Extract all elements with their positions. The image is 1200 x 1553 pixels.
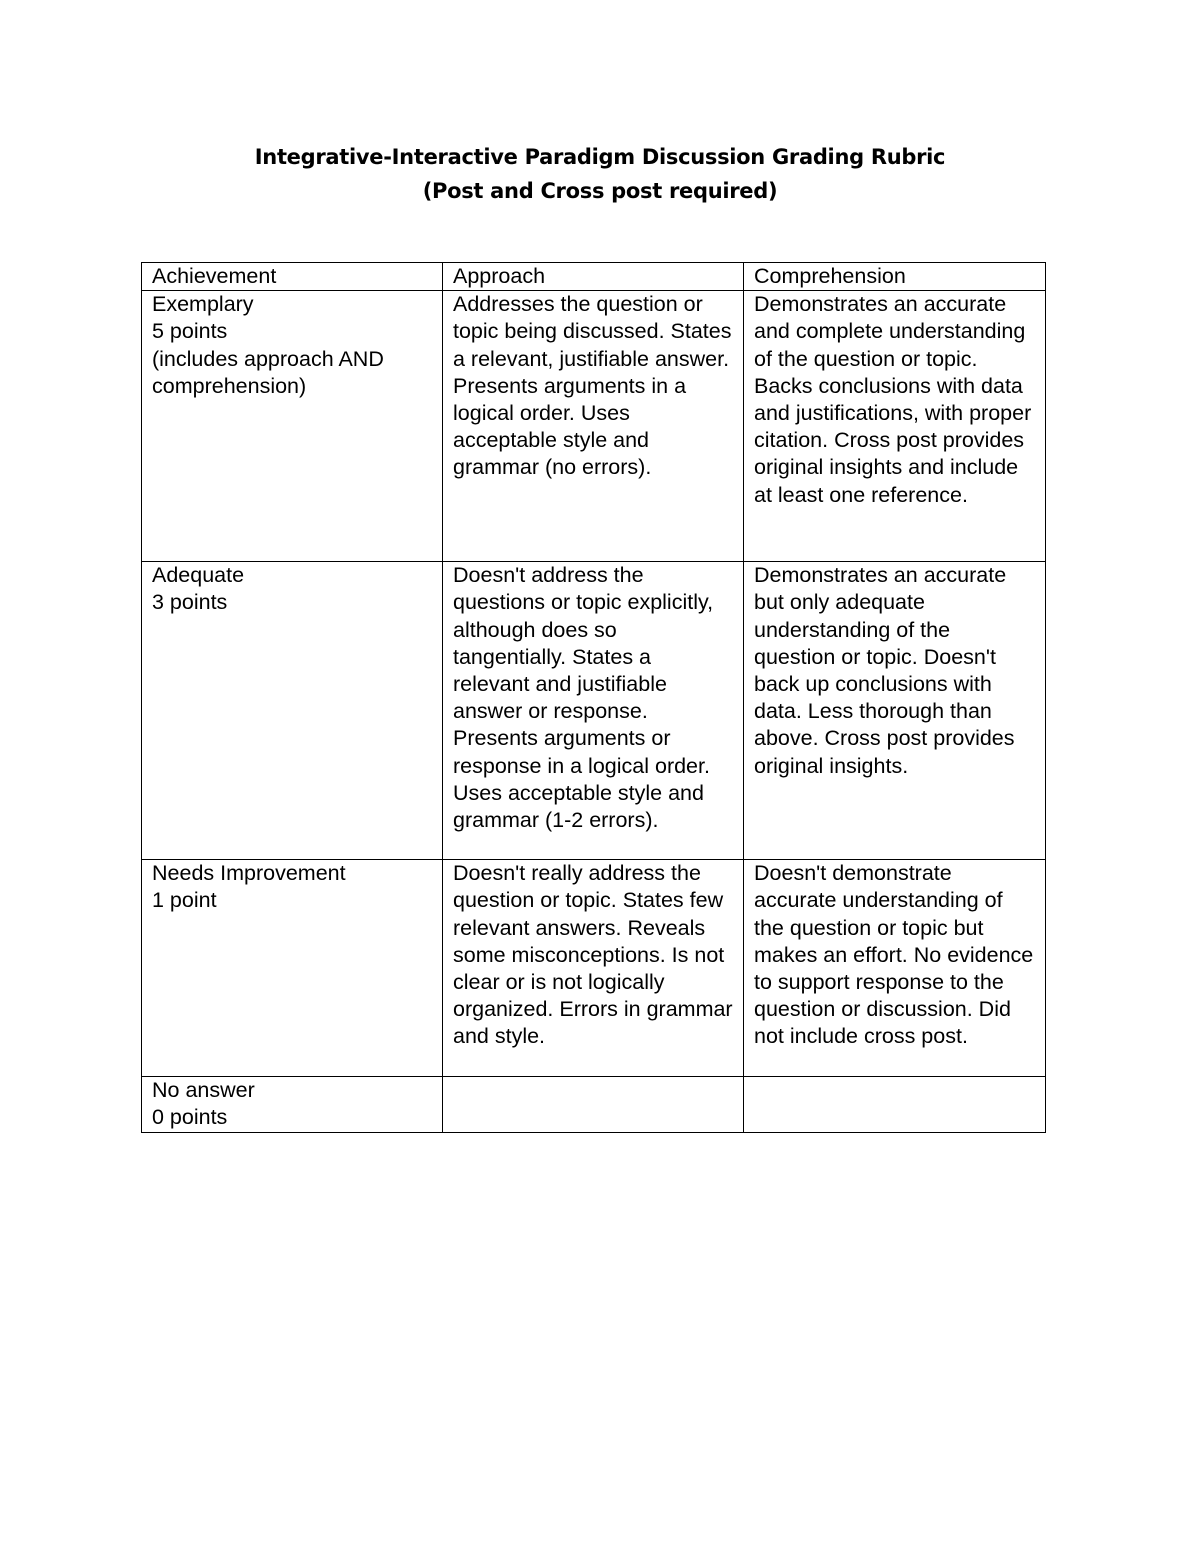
- achievement-level: No answer: [152, 1078, 255, 1103]
- header-comprehension: Comprehension: [744, 263, 1046, 291]
- achievement-cell: [142, 562, 443, 860]
- approach-cell: Doesn't really address the question or topic. States few relevant answers. Reveals some misconceptions. Is not clear or is not logically organized. Errors in grammar and style.: [443, 860, 744, 1077]
- achievement-level: Needs Improvement: [152, 861, 346, 886]
- document-title: Integrative-Interactive Paradigm Discussion Grading Rubric: [254, 145, 946, 169]
- achievement-cell: [142, 291, 443, 562]
- approach-cell: Addresses the question or topic being discussed. States a relevant, justifiable answer. Presents arguments in a logical order. Uses acceptable style and grammar (no errors).: [443, 291, 744, 562]
- achievement-level: Adequate: [152, 563, 245, 588]
- header-row: [142, 263, 1046, 291]
- achievement-note: (includes approach AND comprehension): [152, 346, 384, 398]
- table-row: [142, 860, 1046, 1077]
- achievement-cell: [142, 860, 443, 1077]
- approach-cell: Doesn't address the questions or topic explicitly, although does so tangentially. States a relevant and justifiable answer or response. Presents arguments or response in a logical order. Uses acceptable style and grammar (1-2 errors).: [443, 562, 744, 860]
- table-row: [142, 562, 1046, 860]
- table-row: [142, 1077, 1046, 1132]
- achievement-points: 5 points: [152, 319, 228, 344]
- comprehension-cell: Demonstrates an accurate but only adequate understanding of the question or topic. Doesn't back up conclusions with data. Less thorough than above. Cross post provides original insights.: [744, 562, 1046, 860]
- document-header: [0, 140, 1200, 208]
- achievement-points: 1 point: [152, 888, 217, 913]
- achievement-points: 0 points: [152, 1105, 228, 1130]
- comprehension-cell: Demonstrates an accurate and complete understanding of the question or topic. Backs conclusions with data and justifications, with proper citation. Cross post provides original insights and include at least one reference.: [744, 291, 1046, 562]
- grading-rubric-table: [141, 262, 1046, 1133]
- comprehension-cell: [744, 1077, 1046, 1132]
- achievement-cell: [142, 1077, 443, 1132]
- approach-cell: [443, 1077, 744, 1132]
- header-achievement: Achievement: [142, 263, 443, 291]
- achievement-points: 3 points: [152, 590, 228, 615]
- table-row: [142, 291, 1046, 562]
- header-approach: Approach: [443, 263, 744, 291]
- achievement-level: Exemplary: [152, 292, 254, 317]
- comprehension-cell: Doesn't demonstrate accurate understanding of the question or topic but makes an effort. No evidence to support response to the question or discussion. Did not include cross post.: [744, 860, 1046, 1077]
- document-subtitle: (Post and Cross post required): [422, 179, 778, 203]
